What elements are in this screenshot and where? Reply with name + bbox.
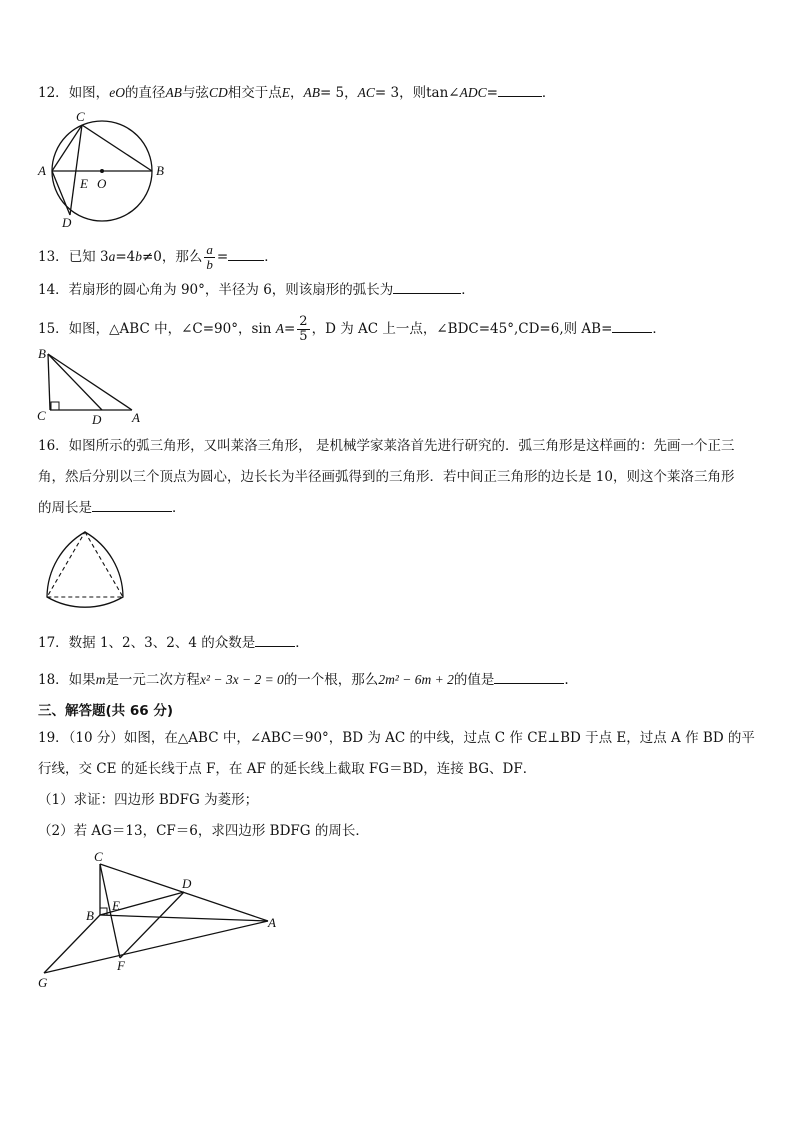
label-c: C [76, 109, 85, 124]
question-13 [38, 243, 278, 272]
label-d: D [182, 876, 192, 891]
q12-tan: tan∠ [426, 85, 460, 101]
question-14 [38, 281, 475, 299]
answer-blank[interactable] [612, 320, 652, 333]
q12-angle-adc: ADC [459, 85, 487, 100]
answer-blank[interactable] [228, 248, 264, 261]
fraction-denominator: 5 [299, 329, 308, 344]
q12-point-o: O [115, 85, 125, 100]
label-b: B [38, 346, 46, 361]
answer-blank[interactable] [92, 499, 172, 512]
q16-end: ． [172, 500, 186, 516]
q12-text-2: 的直径 [124, 85, 166, 101]
q12-text-5: ， [289, 85, 304, 101]
right-triangle-diagram [34, 346, 146, 426]
q15-end: ． [652, 321, 666, 337]
q13-text-1: 已知 3 [68, 249, 109, 265]
label-a: A [132, 410, 140, 425]
q12-text-4: 相交于点 [227, 85, 282, 101]
q12-text-3: 与弦 [181, 85, 209, 101]
fraction-numerator: 2 [299, 314, 308, 329]
label-d: D [92, 412, 102, 427]
q18-text-4: 的值是 [453, 672, 495, 688]
q13-text-2: =4 [115, 249, 136, 265]
q18-text-1: 18．如果 [38, 672, 96, 688]
q14-text: 14．若扇形的圆心角为 90°，半径为 6，则该扇形的弧长为 [38, 282, 394, 298]
q15-text-2: ，D 为 AC 上一点，∠BDC=45°,CD=6,则 AB= [311, 321, 613, 337]
answer-blank[interactable] [494, 671, 564, 684]
fraction-denominator: b [206, 257, 213, 272]
circle-symbol: e [109, 85, 116, 100]
q17-end: ． [295, 635, 309, 651]
q16-text: 的周长是 [38, 500, 92, 516]
q13-text-3: ≠0，那么 [141, 249, 203, 265]
q13-end: ． [264, 249, 278, 265]
label-c: C [94, 849, 103, 864]
label-f: F [117, 958, 125, 973]
question-number: 12． [38, 85, 69, 101]
question-16-line-3 [38, 499, 186, 517]
q12-text-6: ，则 [399, 85, 427, 101]
circle-diagram [30, 108, 180, 230]
q12-value-2: = 3 [374, 85, 400, 101]
q15-text-1: 15．如图，△ABC 中，∠C=90°，sin [38, 321, 272, 337]
label-o: O [97, 176, 107, 191]
question-17 [38, 634, 309, 652]
question-18 [38, 671, 569, 689]
q12-equals: = [486, 85, 498, 101]
answer-blank[interactable] [498, 84, 542, 97]
q12-text-1: 如图， [68, 85, 110, 101]
question-16-line-1: 16．如图所示的弧三角形，又叫莱洛三角形， 是机械学家莱洛首先进行研究的．弧三角形是这样画的：先画一个正三 [38, 438, 735, 454]
q14-end: ． [461, 282, 475, 298]
label-c: C [37, 408, 46, 423]
fraction-two-fifths [297, 315, 309, 344]
q12-end: ． [541, 85, 556, 101]
question-19-part-1: （1）求证：四边形 BDFG 为菱形； [38, 792, 259, 808]
question-15 [38, 315, 666, 344]
q18-end: . [564, 672, 569, 688]
label-e: E [80, 176, 88, 191]
fraction-numerator: a [206, 242, 213, 257]
q12-segment-cd: CD [208, 85, 228, 100]
q13-var-b: b [135, 249, 142, 264]
q12-segment-ab-2: AB [303, 85, 320, 100]
label-a: A [38, 163, 46, 178]
reuleaux-triangle-diagram [40, 530, 130, 610]
q12-segment-ac: AC [357, 85, 375, 100]
q12-segment-ab: AB [165, 85, 182, 100]
q13-equals: = [216, 249, 229, 265]
question-12 [38, 84, 555, 102]
label-b: B [86, 908, 94, 923]
q12-point-e: E [281, 85, 290, 100]
fraction-a-over-b [204, 243, 215, 272]
q17-text: 17．数据 1、2、3、2、4 的众数是 [38, 635, 256, 651]
q15-var-a: A [275, 321, 284, 336]
label-a: A [268, 915, 276, 930]
label-d: D [62, 215, 72, 230]
section-heading: 三、解答题(共 66 分) [38, 703, 174, 719]
q12-value-1: = 5， [319, 85, 358, 101]
q13-var-a: a [108, 249, 116, 264]
q18-equation: x² − 3x − 2 = 0 [199, 672, 284, 687]
question-number: 13． [38, 249, 69, 265]
label-b: B [156, 163, 164, 178]
rhombus-diagram [34, 848, 284, 990]
q15-equals: = [283, 321, 296, 337]
answer-blank[interactable] [255, 634, 295, 647]
label-e: E [112, 898, 120, 913]
q18-text-2: 是一元二次方程 [105, 672, 200, 688]
q18-expression: 2m² − 6m + 2 [378, 672, 454, 687]
question-16-line-2: 角，然后分别以三个顶点为圆心，边长长为半径画弧得到的三角形．若中间正三角形的边长是 10，则这个莱洛三角形 [38, 469, 735, 485]
label-g: G [38, 975, 48, 990]
answer-blank[interactable] [393, 281, 461, 294]
q18-text-3: 的一个根，那么 [283, 672, 379, 688]
q18-var-m: m [95, 672, 106, 687]
question-19-line-1: 19．（10 分）如图，在△ABC 中，∠ABC＝90°，BD 为 AC 的中线，过点 C 作 CE⊥BD 于点 E，过点 A 作 BD 的平 [38, 730, 755, 746]
question-19-part-2: （2）若 AG＝13，CF＝6，求四边形 BDFG 的周长． [38, 823, 369, 839]
question-19-line-2: 行线，交 CE 的延长线于点 F，在 AF 的延长线上截取 FG＝BD，连接 BG、DF． [38, 761, 537, 777]
